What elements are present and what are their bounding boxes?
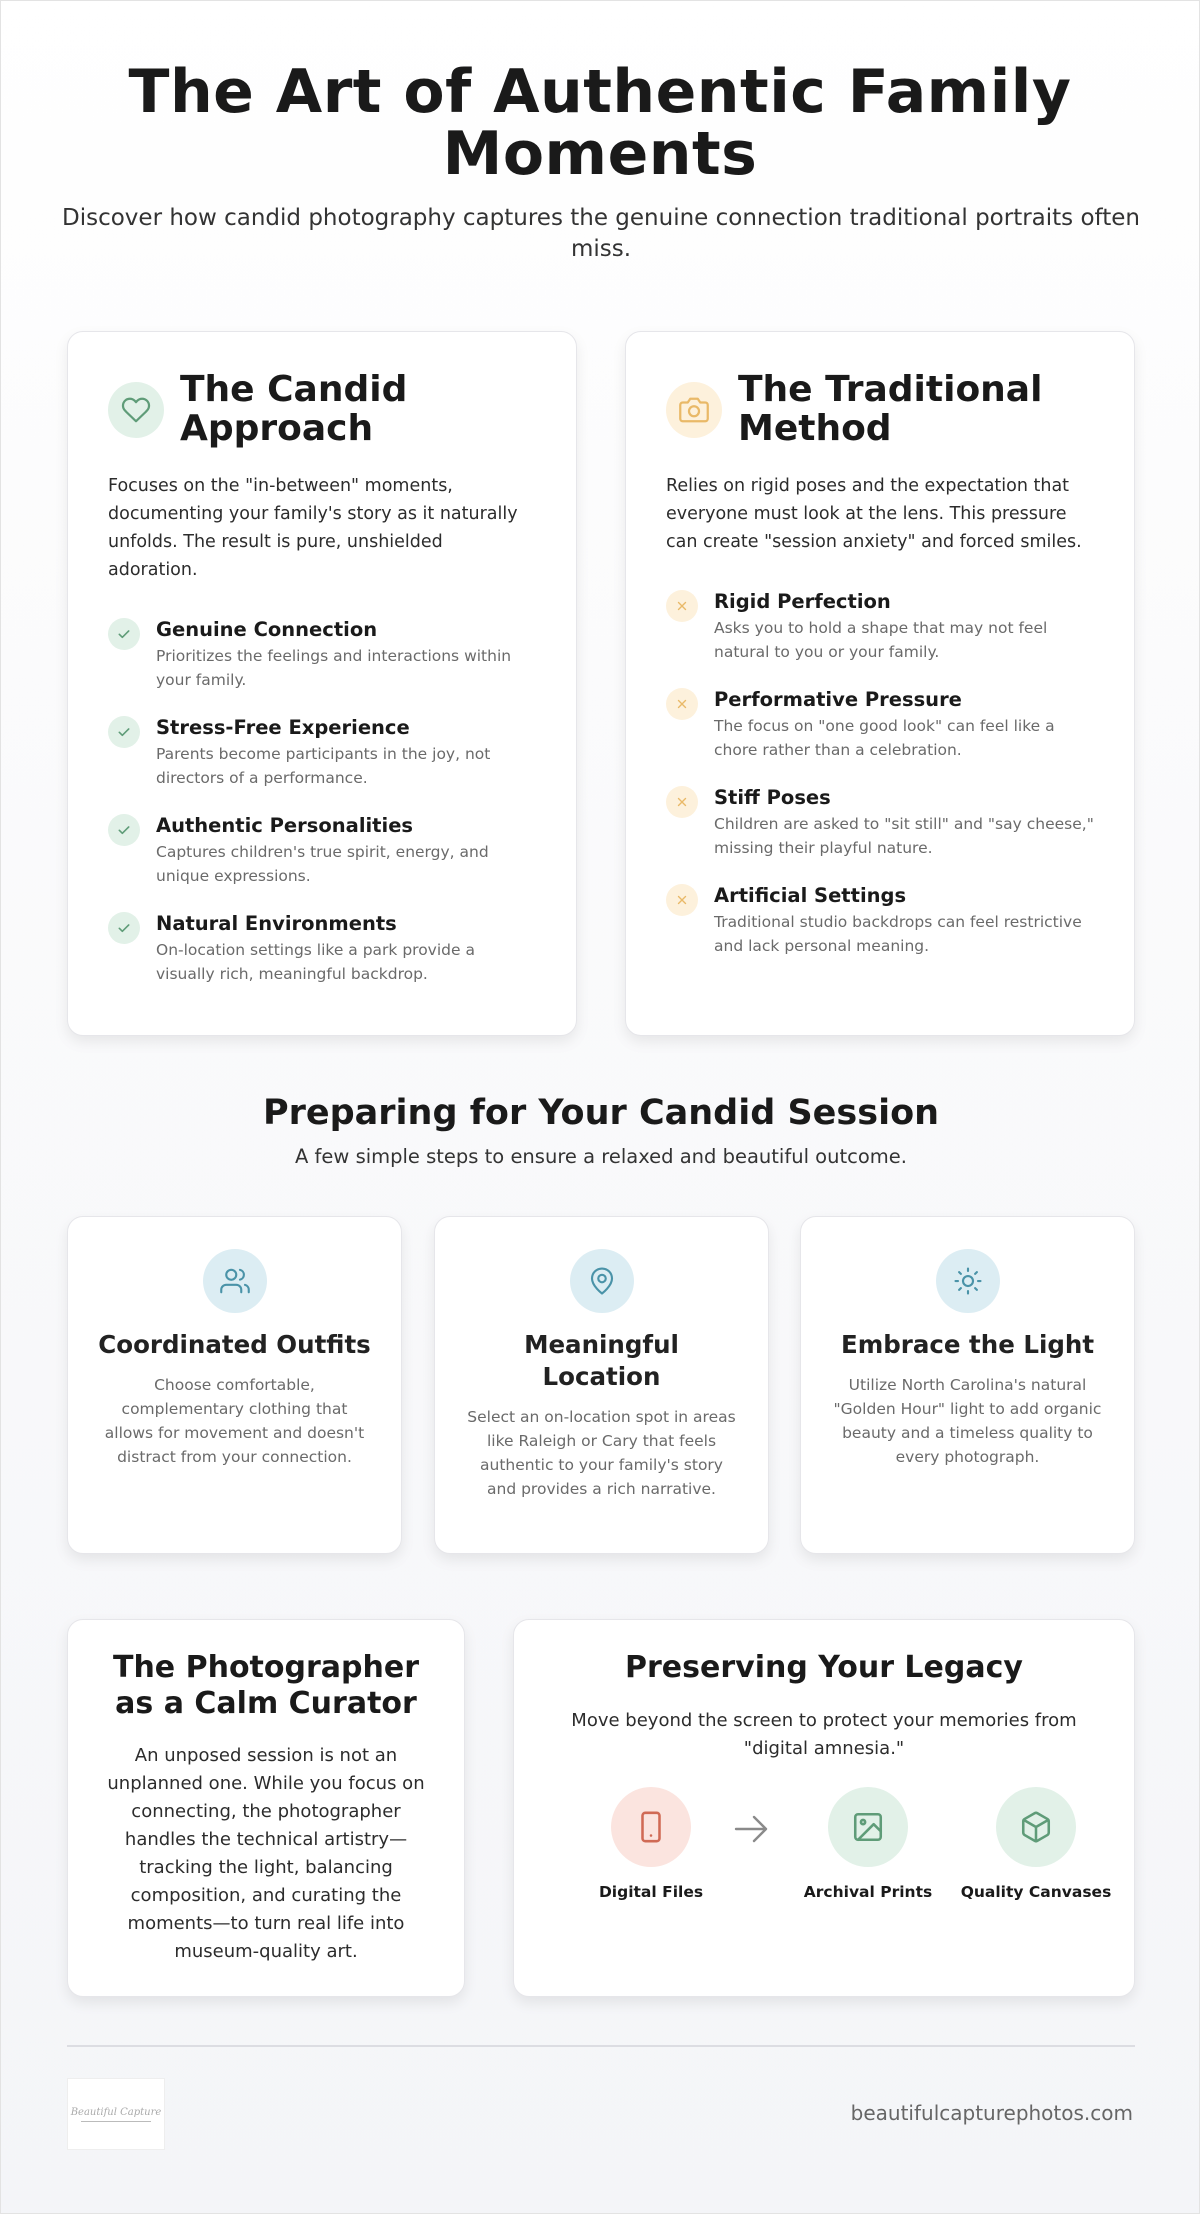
- candid-approach-card: [67, 331, 577, 1036]
- candid-intro: Focuses on the "in-between" moments, documenting your family's story as it naturally unfolds. The result is pure, unshielded adoration.: [108, 476, 518, 580]
- candid-item: [108, 912, 536, 986]
- box-icon: [996, 1787, 1076, 1867]
- camera-icon: [666, 382, 722, 438]
- x-icon: [666, 884, 698, 916]
- candid-item: [108, 814, 536, 888]
- step-title: Meaningful Location: [524, 1330, 679, 1391]
- traditional-item-title: Stiff Poses: [714, 786, 831, 809]
- step-card-light: [800, 1216, 1135, 1554]
- step-title: Coordinated Outfits: [98, 1330, 371, 1359]
- step-desc: Utilize North Carolina's natural "Golden Hour" light to add organic beauty and a timeless quality to every photograph.: [833, 1376, 1102, 1466]
- traditional-item-desc: The focus on "one good look" can feel like a chore rather than a celebration.: [714, 717, 1055, 759]
- tablet-icon: [611, 1787, 691, 1867]
- legacy-item-digital: [566, 1787, 736, 1901]
- traditional-item-title: Rigid Perfection: [714, 590, 891, 613]
- candid-title: The Candid Approach: [180, 369, 408, 449]
- step-card-outfits: [67, 1216, 402, 1554]
- legacy-flow: [544, 1787, 1112, 1907]
- step-desc: Choose comfortable, complementary clothing that allows for movement and doesn't distract from your connection.: [104, 1376, 365, 1466]
- traditional-item-desc: Children are asked to "sit still" and "say cheese," missing their playful nature.: [714, 815, 1094, 857]
- heart-icon: [108, 382, 164, 438]
- candid-item-desc: Prioritizes the feelings and interactions within your family.: [156, 647, 512, 689]
- page-subtitle: Discover how candid photography captures the genuine connection traditional portraits often miss.: [62, 205, 1140, 262]
- sun-icon: [936, 1249, 1000, 1313]
- traditional-title: The Traditional Method: [738, 369, 1043, 449]
- traditional-item-title: Performative Pressure: [714, 688, 962, 711]
- footer-divider: [67, 2045, 1135, 2047]
- traditional-item: [666, 786, 1094, 860]
- traditional-intro: Relies on rigid poses and the expectation that everyone must look at the lens. This pressure can create "session anxiety" and forced smiles.: [666, 476, 1082, 552]
- map-pin-icon: [570, 1249, 634, 1313]
- hero: [1, 1, 1199, 265]
- step-desc: Select an on-location spot in areas like Raleigh or Cary that feels authentic to your family's story and provides a rich narrative.: [467, 1408, 736, 1498]
- x-icon: [666, 590, 698, 622]
- check-icon: [108, 618, 140, 650]
- traditional-item-title: Artificial Settings: [714, 884, 907, 907]
- traditional-item: [666, 688, 1094, 762]
- step-title: Embrace the Light: [840, 1330, 1095, 1359]
- page-title: The Art of Authentic Family Moments: [128, 57, 1072, 189]
- candid-item: [108, 618, 536, 692]
- legacy-item-canvases: [951, 1787, 1121, 1901]
- x-icon: [666, 786, 698, 818]
- users-icon: [203, 1249, 267, 1313]
- candid-item-title: Genuine Connection: [156, 618, 378, 641]
- candid-item-title: Authentic Personalities: [156, 814, 414, 837]
- logo-script: Beautiful Capture: [70, 2106, 162, 2118]
- traditional-item-desc: Traditional studio backdrops can feel restrictive and lack personal meaning.: [714, 913, 1082, 955]
- candid-item-title: Stress-Free Experience: [156, 716, 410, 739]
- brand-logo: [67, 2078, 165, 2150]
- legacy-item-label: Quality Canvases: [960, 1883, 1112, 1901]
- website-url: beautifulcapturephotos.com: [850, 2101, 1133, 2125]
- traditional-item: [666, 884, 1094, 958]
- traditional-method-card: [625, 331, 1135, 1036]
- curator-title: The Photographer as a Calm Curator: [112, 1650, 419, 1721]
- candid-item-desc: Parents become participants in the joy, not directors of a performance.: [156, 745, 491, 787]
- logo-underline: [81, 2121, 151, 2122]
- traditional-item: [666, 590, 1094, 664]
- arrow-right-icon: [732, 1811, 772, 1851]
- check-icon: [108, 814, 140, 846]
- preparing-subtitle: A few simple steps to ensure a relaxed and beautiful outcome.: [295, 1145, 907, 1168]
- traditional-item-desc: Asks you to hold a shape that may not feel natural to you or your family.: [714, 619, 1048, 661]
- step-card-location: [434, 1216, 769, 1554]
- legacy-title: Preserving Your Legacy: [625, 1650, 1023, 1685]
- legacy-lead: Move beyond the screen to protect your memories from "digital amnesia.": [571, 1710, 1077, 1759]
- candid-item: [108, 716, 536, 790]
- candid-item-desc: On-location settings like a park provide a visually rich, meaningful backdrop.: [156, 941, 475, 983]
- x-icon: [666, 688, 698, 720]
- legacy-item-label: Digital Files: [598, 1883, 704, 1901]
- preparing-header: [1, 1093, 1200, 1168]
- preserving-legacy-card: [513, 1619, 1135, 1997]
- check-icon: [108, 716, 140, 748]
- curator-body: An unposed session is not an unplanned one. While you focus on connecting, the photographer handles the technical artistry—tracking the light, balancing composition, and curating the moments—to turn real life into museum-quality art.: [107, 1745, 425, 1962]
- legacy-item-prints: [783, 1787, 953, 1901]
- calm-curator-card: [67, 1619, 465, 1997]
- image-icon: [828, 1787, 908, 1867]
- candid-item-title: Natural Environments: [156, 912, 397, 935]
- legacy-item-label: Archival Prints: [803, 1883, 933, 1901]
- candid-item-desc: Captures children's true spirit, energy, and unique expressions.: [156, 843, 489, 885]
- preparing-title: Preparing for Your Candid Session: [262, 1093, 940, 1133]
- check-icon: [108, 912, 140, 944]
